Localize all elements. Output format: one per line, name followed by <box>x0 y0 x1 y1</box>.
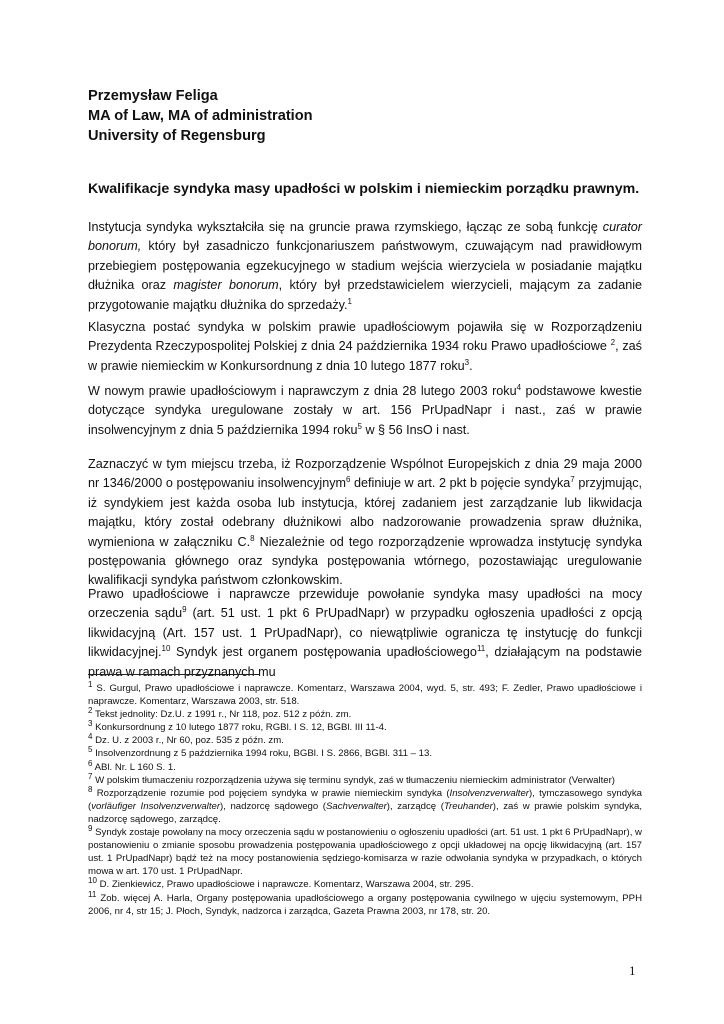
italic-term: Insolvenzverwalter <box>449 787 529 799</box>
footnote-ref: 9 <box>182 605 187 615</box>
text-run: Syndyk jest organem postępowania upadłościowego <box>170 645 477 660</box>
footnote-1 <box>88 679 642 708</box>
footnote-ref: 4 <box>516 382 522 392</box>
text-run: podstawowe kwestie dotyczące syndyka uregulowane zostały w art. 156 PrUpadNapr i nast., zaś w prawie insolwencyjnym z dnia 5 października 1994 roku <box>88 384 642 437</box>
footnote-number: 2 <box>88 706 93 715</box>
text-run: w § 56 InsO i nast. <box>361 422 470 437</box>
text-run: przyjmując, iż syndykiem jest każda osoba lub instytucja, której zadaniem jest zarządzanie lub likwidacja majątku, który został odebrany dłużnikowi albo nadzorowanie prowadzenia spraw dłużnika, wymieniona w załączniku C. <box>88 476 643 549</box>
footnote-text: Zob. więcej A. Harla, Organy postępowania upadłościowego a organy postępowania cywilnego w ujęciu systemowym, PPH 2006, nr 4, str 15; J. Płoch, Syndyk, nadzorca i zarządca, Gazeta Prawna 2003, nr 178, str. 20. <box>88 892 642 917</box>
footnote-number: 9 <box>88 823 93 833</box>
footnote-ref: 10 <box>161 644 171 654</box>
text-run: , działającym na podstawie prawa w ramach przyznanych mu <box>88 645 642 679</box>
footnote-text: Syndyk zostaje powołany na mocy orzeczenia sądu w postanowieniu o ogłoszeniu upadłości (art. 51 ust. 1 pkt 6 PrUpadNapr), w postanowieniu o zmianie sposobu prowadzenia postępowania upadłościowego z opcji układowej na opcję likwidacyjną (art. 157 ust. 1 PrUpadNapr) bądź też na mocy postanowienia sędziego-komisarza w razie odwołania syndyka w przypadkach, o których mowa w art. 170 ust. 1 PrUpadNapr. <box>88 827 642 878</box>
author-university: University of Regensburg <box>88 128 266 144</box>
paragraph-2 <box>88 318 642 376</box>
footnote-ref: 8 <box>250 533 255 543</box>
footnote-text: Insolvenzordnung z 5 października 1994 roku, BGBl. I S. 2866, BGBl. 311 – 13. <box>92 748 432 760</box>
footnote-2 <box>88 708 642 721</box>
footnote-ref: 1 <box>347 296 352 306</box>
italic-term: Treuhander <box>443 800 493 812</box>
footnote-number: 1 <box>88 679 93 689</box>
footnote-number: 4 <box>88 732 93 742</box>
italic-term: vorläufiger Insolvenzverwalter <box>91 800 221 812</box>
author-degree: MA of Law, MA of administration <box>88 108 313 124</box>
paragraph-5 <box>88 585 642 682</box>
footnote-text: ), zarządcę ( <box>386 800 444 812</box>
footnote-ref: 7 <box>570 475 575 485</box>
footnote-number: 3 <box>88 719 93 729</box>
text-run: który był zasadniczo funkcjonariuszem państwowym, czuwającym nad prawidłowym przebiegiem postępowania egzekucyjnego w stadium wejścia wierzyciela w posiadanie majątku dłużnika oraz <box>88 239 642 293</box>
italic-term: magister bonorum <box>173 278 279 293</box>
text-run: Prawo upadłościowe i naprawcze przewiduje powołanie syndyka masy upadłości na mocy orzeczenia sądu <box>88 587 642 621</box>
footnote-5 <box>88 747 642 760</box>
text-run: W nowym prawie upadłościowym i naprawczym z dnia 28 lutego 2003 roku <box>88 384 517 398</box>
text-run: , który był przedstawicielem wierzycieli, mającym za zadanie przygotowanie majątku dłużnika do sprzedaży. <box>88 278 642 312</box>
italic-term: Sachverwalter <box>325 800 387 812</box>
footnote-7 <box>88 771 642 787</box>
footnote-10 <box>88 878 642 891</box>
text-run: Klasyczna postać syndyka w polskim prawie upadłościowym pojawiła się w Rozporządzeniu Prezydenta Rzeczypospolitej Polskiej z dnia 24 października 1934 roku Prawo upadłościowe <box>88 320 642 354</box>
footnote-text: W polskim tłumaczeniu rozporządzenia używa się terminu syndyk, zaś w tłumaczeniu niemieckim administrator (Verwalter) <box>92 774 615 786</box>
footnote-text: Konkursordnung z 10 lutego 1877 roku, RGBl. I S. 12, BGBl. III 11-4. <box>92 722 387 734</box>
footnote-6 <box>88 758 642 774</box>
footnote-ref: 6 <box>346 475 351 485</box>
text-run: (art. 51 ust. 1 pkt 6 PrUpadNapr) w przypadku ogłoszenia upadłości z opcją likwidacyjną (Art. 157 ust. 1 PrUpadNapr), co niewątpliwie ogranicza tę instytucję do funkcji likwidacyjnej. <box>88 606 642 660</box>
text-run: . <box>469 358 473 373</box>
footnote-text: ), tymczasowego syndyka ( <box>88 787 642 812</box>
footnote-text: S. Gurgul, Prawo upadłościowe i naprawcze. Komentarz, Warszawa 2004, wyd. 5, str. 493; F. Zedler, Prawo upadłościowe i naprawcze. Komentarz, Warszawa 2003, str. 518. <box>88 683 642 708</box>
footnote-11 <box>88 889 642 918</box>
footnotes <box>88 679 642 918</box>
footnote-9 <box>88 823 642 878</box>
footnote-4 <box>88 734 642 747</box>
footnote-number: 11 <box>88 889 97 899</box>
paragraph-3 <box>88 382 642 440</box>
page-number: 1 <box>629 963 636 978</box>
paper-title: Kwalifikacje syndyka masy upadłości w polskim i niemieckim porządku prawnym. <box>88 181 640 197</box>
footnote-number: 8 <box>88 784 93 794</box>
footnote-ref: 11 <box>476 644 486 654</box>
footnote-8 <box>88 784 642 826</box>
footnote-text: Rozporządzenie rozumie pod pojęciem syndyka w prawie niemieckim syndyka ( <box>92 787 450 799</box>
paragraph-4 <box>88 455 642 591</box>
author-name: Przemysław Feliga <box>88 88 218 104</box>
footnote-ref: 2 <box>610 338 616 348</box>
footnote-number: 10 <box>88 876 97 886</box>
footnote-text: D. Zienkiewicz, Prawo upadłościowe i naprawcze. Komentarz, Warszawa 2004, str. 295. <box>96 879 474 891</box>
footnote-text: ), nadzorcę sądowego ( <box>220 800 326 812</box>
text-run: definiuje w art. 2 pkt b pojęcie syndyka <box>350 476 571 491</box>
footnote-ref: 5 <box>357 421 362 431</box>
italic-term: curator bonorum, <box>88 220 642 254</box>
footnote-number: 7 <box>88 771 93 781</box>
text-run: , zaś w prawie niemieckim w Konkursordnung z dnia 10 lutego 1877 roku <box>88 339 642 373</box>
footnote-ref: 3 <box>464 357 470 367</box>
text-run: Zaznaczyć w tym miejscu trzeba, iż Rozporządzenie Wspólnot Europejskich z dnia 29 maja 2000 nr 1346/2000 o postępowaniu insolwencyjnym <box>88 457 642 491</box>
paragraph-1 <box>88 218 642 315</box>
text-run: Instytucja syndyka wykształciła się na gruncie prawa rzymskiego, łącząc ze sobą funkcję <box>88 220 603 234</box>
footnote-number: 6 <box>88 758 93 768</box>
author-block <box>88 86 313 146</box>
footnote-text: Dz. U. z 2003 r., Nr 60, poz. 535 z późn. zm. <box>92 735 284 747</box>
footnote-3 <box>88 721 642 734</box>
footnote-number: 5 <box>88 745 93 755</box>
footnote-text: Tekst jednolity: Dz.U. z 1991 r., Nr 118, poz. 512 z późn. zm. <box>92 709 352 721</box>
footnote-separator <box>88 674 260 675</box>
text-run: Niezależnie od tego rozporządzenie wprowadza instytucję syndyka postępowania głównego oraz syndyka postępowania wtórnego, pozostawiając uregulowanie kwalifikacji syndyka państwom członkowskim. <box>88 534 643 588</box>
footnote-text: ABl. Nr. L 160 S. 1. <box>92 761 176 773</box>
footnote-text: ), zaś w prawie polskim syndyka, nadzorcę sądowego, zarządcę. <box>88 800 642 825</box>
